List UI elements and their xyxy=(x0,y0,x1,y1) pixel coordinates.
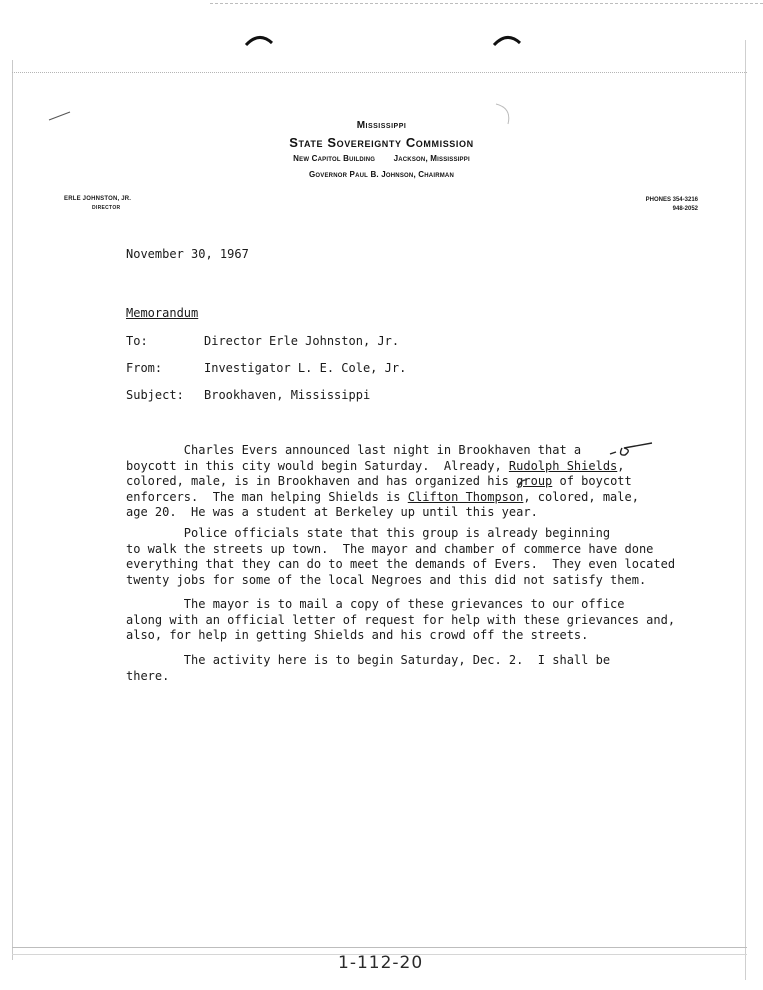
p1-line-2a: boycott in this city would begin Saturday. Already, xyxy=(126,458,509,473)
scan-border-right xyxy=(745,40,746,980)
p1-line-4b: , colored, male, xyxy=(523,489,639,504)
name-rudolph-shields: Rudolph Shields xyxy=(508,458,618,473)
handwritten-mark-icon xyxy=(608,440,654,460)
letterhead-governor: Governor Paul B. Johnson, Chairman xyxy=(308,170,455,179)
word-group: group xyxy=(516,474,553,488)
phone-line-1: PHONES 354-3216 xyxy=(645,197,698,203)
memo-heading: Memorandum xyxy=(126,306,199,320)
scan-border-top xyxy=(210,3,763,4)
p1-line-4a: enforcers. The man helping Shields is xyxy=(126,489,408,504)
from-value: Investigator L. E. Cole, Jr. xyxy=(204,361,407,375)
letterhead-commission: State Sovereignty Commission xyxy=(289,135,474,150)
paragraph-1 xyxy=(126,443,686,521)
director-name: ERLE JOHNSTON, JR. xyxy=(64,196,132,202)
paragraph-4: The activity here is to begin Saturday, Dec. 2. I shall be there. xyxy=(126,653,611,683)
phone-numbers xyxy=(612,196,698,214)
to-value: Director Erle Johnston, Jr. xyxy=(204,334,400,348)
paragraph-2: Police officials state that this group is already beginning to walk the streets up town. The mayor and chamber of commerce have done everything that they can do to meet the demands of Evers. They even located twenty jobs for some of the local Negroes and this did not satisfy them. xyxy=(126,526,676,587)
to-label: To: xyxy=(126,334,148,348)
p1-line-5: age 20. He was a student at Berkeley up until this year. xyxy=(126,505,538,519)
handwritten-tick-icon xyxy=(516,478,528,490)
scan-border-left xyxy=(12,60,13,960)
subject-value: Brookhaven, Mississippi xyxy=(204,388,371,402)
pen-mark-icon xyxy=(48,110,72,122)
scan-line-bottom xyxy=(12,947,747,948)
address-city: Jackson, Mississippi xyxy=(393,154,470,163)
p1-line-2b: , xyxy=(617,458,625,473)
subject-label: Subject: xyxy=(126,388,184,402)
punch-hole-left-icon xyxy=(244,33,274,47)
memo-date: November 30, 1967 xyxy=(126,247,249,261)
letterhead-state: Mississippi xyxy=(356,120,407,131)
punch-hole-right-icon xyxy=(492,33,522,47)
name-clifton-thompson: Clifton Thompson xyxy=(407,489,524,504)
scan-line-top xyxy=(12,72,747,73)
letterhead-address xyxy=(0,154,763,163)
stray-mark-icon xyxy=(492,100,516,128)
from-label: From: xyxy=(126,361,163,375)
p1-line-1: Charles Evers announced last night in Brookhaven that a xyxy=(126,443,582,457)
address-building: New Capitol Building xyxy=(293,154,376,163)
handwritten-file-number: 1-112-20 xyxy=(338,953,424,973)
p1-line-3b: of boycott xyxy=(552,474,632,488)
phone-line-2: 948-2052 xyxy=(672,206,698,212)
director-title: DIRECTOR xyxy=(92,205,121,211)
p1-line-3a: colored, male, is in Brookhaven and has organized his xyxy=(126,474,517,488)
paragraph-3: The mayor is to mail a copy of these grievances to our office along with an official letter of request for help with these grievances and, also, for help in getting Shields and his crowd off the streets. xyxy=(126,597,676,642)
